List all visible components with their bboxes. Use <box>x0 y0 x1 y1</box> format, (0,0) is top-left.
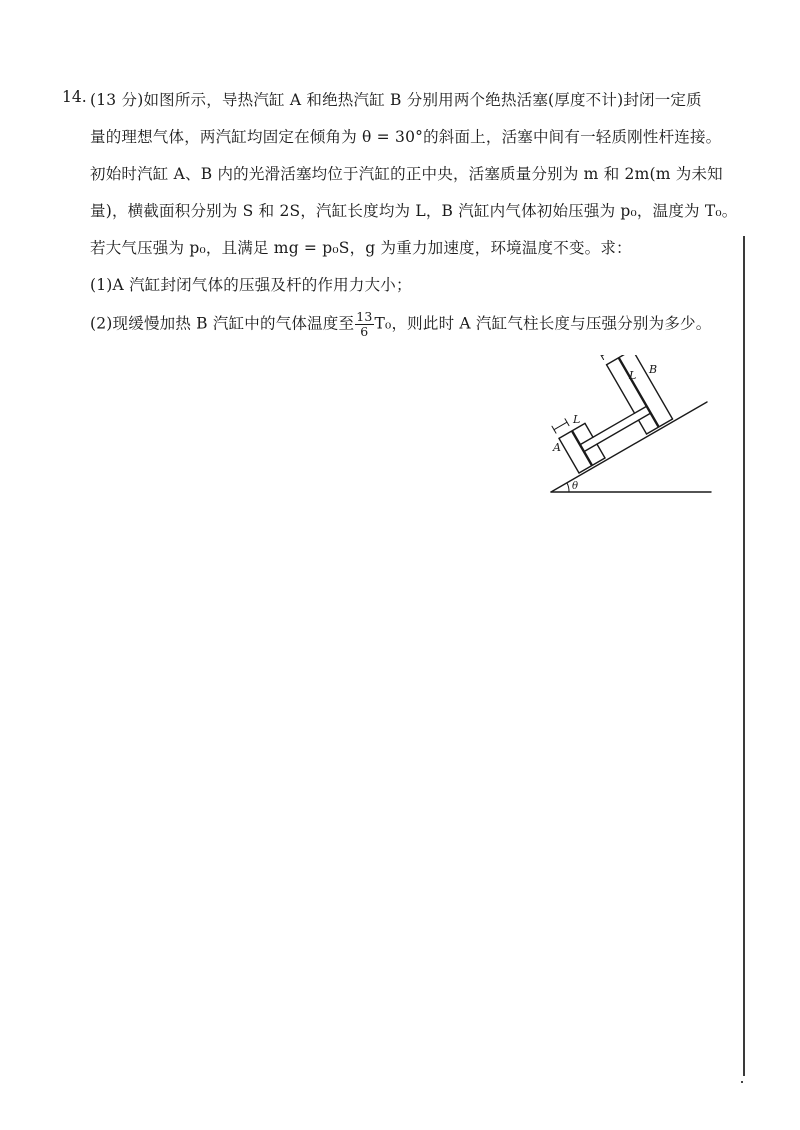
question-number: 14. <box>62 88 87 106</box>
question-text-line-1: (13 分)如图所示，导热汽缸 A 和绝热汽缸 B 分别用两个绝热活塞(厚度不计)封闭一定质 <box>90 91 702 109</box>
question-text-line-3: 初始时汽缸 A、B 内的光滑活塞均位于汽缸的正中央，活塞质量分别为 m 和 2m(m 为未知 <box>90 165 723 183</box>
label-l-b: L <box>629 369 637 382</box>
margin-rule <box>743 236 745 1076</box>
label-l-a: L <box>573 413 581 426</box>
fraction-numerator: 13 <box>356 309 373 324</box>
sub-question-2 <box>90 310 711 339</box>
sub-question-2-before: (2)现缓慢加热 B 汽缸中的气体温度至 <box>90 314 355 333</box>
label-a: A <box>553 441 561 454</box>
label-b: B <box>649 363 658 376</box>
scan-dot <box>741 1081 743 1083</box>
connecting-rod <box>580 406 651 451</box>
label-theta: θ <box>572 481 579 492</box>
question-text-line-5: 若大气压强为 p₀，且满足 mg = p₀S，g 为重力加速度，环境温度不变。求： <box>90 239 632 257</box>
question-text-line-2: 量的理想气体，两汽缸均固定在倾角为 θ = 30°的斜面上，活塞中间有一轻质刚性杆连接。 <box>90 128 722 146</box>
angle-arc <box>567 483 569 492</box>
cylinder-b <box>607 355 673 434</box>
dimension-l-a <box>552 419 569 433</box>
sub-question-1: (1)A 汽缸封闭气体的压强及杆的作用力大小； <box>90 276 412 294</box>
dimension-l-b <box>600 355 616 360</box>
incline-cylinder-diagram <box>545 355 715 500</box>
fraction-denominator: 6 <box>360 324 369 339</box>
fraction <box>355 310 373 339</box>
sub-question-2-after: T₀，则此时 A 汽缸气柱长度与压强分别为多少。 <box>374 314 712 333</box>
question-text-line-4: 量)，横截面积分别为 S 和 2S，汽缸长度均为 L，B 汽缸内气体初始压强为 p₀，温度为 T₀。 <box>90 202 738 220</box>
